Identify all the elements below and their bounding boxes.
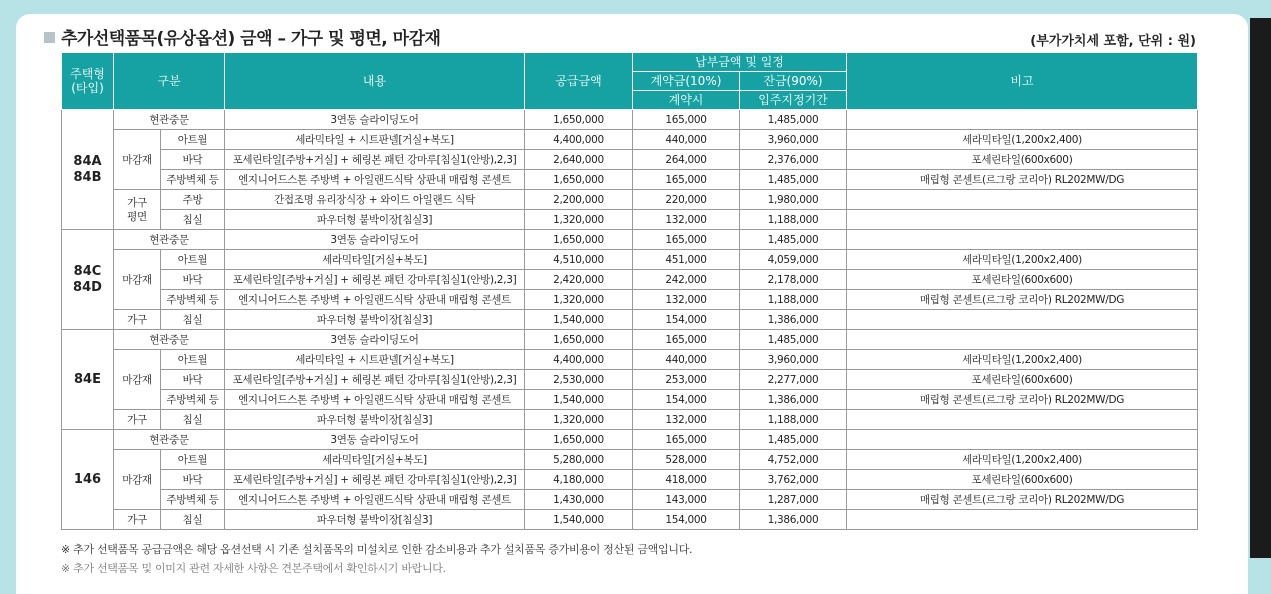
contract-cell: 165,000: [633, 330, 740, 350]
contract-cell: 132,000: [633, 210, 740, 230]
subcategory-cell: 주방벽체 등: [161, 490, 225, 510]
table-row: [62, 370, 1198, 390]
balance-cell: 2,178,000: [740, 270, 847, 290]
balance-cell: 1,485,000: [740, 170, 847, 190]
header-payment: 납부금액 및 일정: [633, 53, 847, 72]
content-cell: 3연동 슬라이딩도어: [225, 110, 525, 130]
contract-cell: 165,000: [633, 170, 740, 190]
table-row: [62, 150, 1198, 170]
balance-cell: 1,386,000: [740, 390, 847, 410]
content-cell: 엔지니어드스톤 주방벽 + 아일랜드식탁 상판내 매립형 콘센트: [225, 490, 525, 510]
type-cell: 84E: [62, 330, 114, 430]
content-cell: 포세린타일[주방+거실] + 헤링본 패턴 강마루[침실1(안방),2,3]: [225, 150, 525, 170]
header-supply: 공급금액: [525, 53, 633, 110]
supply-cell: 5,280,000: [525, 450, 633, 470]
subcategory-cell: 주방: [161, 190, 225, 210]
supply-cell: 2,420,000: [525, 270, 633, 290]
type-cell: 84C 84D: [62, 230, 114, 330]
subcategory-cell: 침실: [161, 410, 225, 430]
category-group-cell: 마감재: [114, 350, 161, 410]
supply-cell: 1,540,000: [525, 390, 633, 410]
content-cell: 포세린타일[주방+거실] + 헤링본 패턴 강마루[침실1(안방),2,3]: [225, 370, 525, 390]
supply-cell: 1,320,000: [525, 210, 633, 230]
table-row: [62, 470, 1198, 490]
content-cell: 3연동 슬라이딩도어: [225, 230, 525, 250]
remark-cell: 세라믹타일(1,200x2,400): [847, 350, 1198, 370]
table-row: [62, 190, 1198, 210]
supply-cell: 1,430,000: [525, 490, 633, 510]
supply-cell: 4,180,000: [525, 470, 633, 490]
table-row: [62, 310, 1198, 330]
balance-cell: 1,485,000: [740, 330, 847, 350]
subcategory-cell: 아트월: [161, 450, 225, 470]
type-cell: 146: [62, 430, 114, 530]
balance-cell: 3,960,000: [740, 130, 847, 150]
content-cell: 파우더형 붙박이장[침실3]: [225, 210, 525, 230]
supply-cell: 1,320,000: [525, 410, 633, 430]
contract-cell: 165,000: [633, 110, 740, 130]
remark-cell: 포세린타일(600x600): [847, 370, 1198, 390]
remark-cell: [847, 230, 1198, 250]
option-price-table: [61, 52, 1198, 530]
contract-cell: 154,000: [633, 510, 740, 530]
content-cell: 세라믹타일 + 시트판넬[거실+복도]: [225, 130, 525, 150]
content-cell: 파우더형 붙박이장[침실3]: [225, 310, 525, 330]
category-group-cell: [114, 190, 161, 230]
contract-cell: 220,000: [633, 190, 740, 210]
subcategory-cell: 바닥: [161, 270, 225, 290]
header-category: 구분: [114, 53, 225, 110]
category-group-line1: 가구: [127, 196, 147, 209]
footnotes: [61, 541, 1201, 573]
remark-cell: [847, 410, 1198, 430]
remark-cell: [847, 510, 1198, 530]
category-group-cell: 마감재: [114, 450, 161, 510]
remark-cell: 세라믹타일(1,200x2,400): [847, 130, 1198, 150]
balance-cell: 1,485,000: [740, 430, 847, 450]
balance-cell: 1,188,000: [740, 210, 847, 230]
table-row: [62, 230, 1198, 250]
table-row: [62, 450, 1198, 470]
balance-cell: 1,386,000: [740, 510, 847, 530]
footnote: ※ 추가 선택품목 및 이미지 관련 자세한 사항은 견본주택에서 확인하시기 바랍니다.: [61, 562, 446, 573]
category-group-cell: 가구: [114, 410, 161, 430]
remark-cell: [847, 110, 1198, 130]
supply-cell: 2,200,000: [525, 190, 633, 210]
balance-cell: 1,980,000: [740, 190, 847, 210]
contract-cell: 154,000: [633, 310, 740, 330]
subcategory-cell: 아트월: [161, 130, 225, 150]
supply-cell: 1,650,000: [525, 230, 633, 250]
category-group-cell: 가구: [114, 510, 161, 530]
table-row: [62, 210, 1198, 230]
category-group-cell: 마감재: [114, 250, 161, 310]
document-header: [44, 22, 1196, 50]
supply-cell: 1,650,000: [525, 430, 633, 450]
supply-cell: 1,650,000: [525, 110, 633, 130]
supply-cell: 2,530,000: [525, 370, 633, 390]
content-cell: 포세린타일[주방+거실] + 헤링본 패턴 강마루[침실1(안방),2,3]: [225, 270, 525, 290]
supply-cell: 1,320,000: [525, 290, 633, 310]
subcategory-cell: 아트월: [161, 250, 225, 270]
square-bullet-icon: [44, 32, 55, 43]
category-group-line2: 평면: [127, 210, 147, 223]
contract-cell: 440,000: [633, 350, 740, 370]
subcategory-cell: 침실: [161, 510, 225, 530]
balance-cell: 1,485,000: [740, 110, 847, 130]
contract-cell: 132,000: [633, 290, 740, 310]
supply-cell: 2,640,000: [525, 150, 633, 170]
contract-cell: 154,000: [633, 390, 740, 410]
content-cell: 포세린타일[주방+거실] + 헤링본 패턴 강마루[침실1(안방),2,3]: [225, 470, 525, 490]
page-title-text: 추가선택품목(유상옵션) 금액 – 가구 및 평면, 마감재: [61, 29, 441, 49]
supply-cell: 4,510,000: [525, 250, 633, 270]
supply-cell: 1,540,000: [525, 310, 633, 330]
remark-cell: 포세린타일(600x600): [847, 270, 1198, 290]
remark-cell: 포세린타일(600x600): [847, 470, 1198, 490]
table-row: [62, 130, 1198, 150]
remark-cell: 세라믹타일(1,200x2,400): [847, 450, 1198, 470]
table-row: [62, 270, 1198, 290]
remark-cell: 세라믹타일(1,200x2,400): [847, 250, 1198, 270]
content-cell: 파우더형 붙박이장[침실3]: [225, 510, 525, 530]
table-row: [62, 330, 1198, 350]
contract-cell: 165,000: [633, 430, 740, 450]
remark-cell: [847, 210, 1198, 230]
subcategory-cell: 바닥: [161, 470, 225, 490]
supply-cell: 1,650,000: [525, 170, 633, 190]
header-content: 내용: [225, 53, 525, 110]
header-balance: 잔금(90%): [740, 72, 847, 91]
table-row: [62, 510, 1198, 530]
header-remarks: 비고: [847, 53, 1198, 110]
supply-cell: 4,400,000: [525, 350, 633, 370]
contract-cell: 418,000: [633, 470, 740, 490]
content-cell: 3연동 슬라이딩도어: [225, 430, 525, 450]
content-cell: 세라믹타일[거실+복도]: [225, 250, 525, 270]
content-cell: 간접조명 유리장식장 + 와이드 아일랜드 식탁: [225, 190, 525, 210]
balance-cell: 1,287,000: [740, 490, 847, 510]
supply-cell: 4,400,000: [525, 130, 633, 150]
content-cell: 파우더형 붙박이장[침실3]: [225, 410, 525, 430]
category-group-cell: 가구: [114, 310, 161, 330]
subcategory-cell: 주방벽체 등: [161, 290, 225, 310]
remark-cell: 매립형 콘센트(르그랑 코리아) RL202MW/DG: [847, 390, 1198, 410]
remark-cell: [847, 190, 1198, 210]
table-row: [62, 390, 1198, 410]
table-row: [62, 110, 1198, 130]
category-cell: 현관중문: [114, 330, 225, 350]
subcategory-cell: 주방벽체 등: [161, 390, 225, 410]
content-cell: 3연동 슬라이딩도어: [225, 330, 525, 350]
content-cell: 엔지니어드스톤 주방벽 + 아일랜드식탁 상판내 매립형 콘센트: [225, 290, 525, 310]
remark-cell: [847, 430, 1198, 450]
table-row: [62, 250, 1198, 270]
contract-cell: 264,000: [633, 150, 740, 170]
balance-cell: 1,485,000: [740, 230, 847, 250]
subcategory-cell: 주방벽체 등: [161, 170, 225, 190]
balance-cell: 2,277,000: [740, 370, 847, 390]
remark-cell: 매립형 콘센트(르그랑 코리아) RL202MW/DG: [847, 170, 1198, 190]
balance-cell: 1,386,000: [740, 310, 847, 330]
content-cell: 엔지니어드스톤 주방벽 + 아일랜드식탁 상판내 매립형 콘센트: [225, 170, 525, 190]
category-cell: 현관중문: [114, 230, 225, 250]
balance-cell: 4,059,000: [740, 250, 847, 270]
subcategory-cell: 아트월: [161, 350, 225, 370]
content-cell: 세라믹타일[거실+복도]: [225, 450, 525, 470]
header-balance-when: 입주지정기간: [740, 91, 847, 110]
table-row: [62, 350, 1198, 370]
contract-cell: 242,000: [633, 270, 740, 290]
balance-cell: 3,960,000: [740, 350, 847, 370]
subcategory-cell: 침실: [161, 210, 225, 230]
remark-cell: [847, 330, 1198, 350]
window-edge: [1250, 18, 1271, 558]
category-cell: 현관중문: [114, 430, 225, 450]
subcategory-cell: 침실: [161, 310, 225, 330]
contract-cell: 451,000: [633, 250, 740, 270]
balance-cell: 1,188,000: [740, 290, 847, 310]
page-title: [44, 24, 440, 49]
remark-cell: 매립형 콘센트(르그랑 코리아) RL202MW/DG: [847, 490, 1198, 510]
supply-cell: 1,540,000: [525, 510, 633, 530]
table-row: [62, 430, 1198, 450]
header-type: 주택형 (타입): [62, 53, 114, 110]
content-cell: 엔지니어드스톤 주방벽 + 아일랜드식탁 상판내 매립형 콘센트: [225, 390, 525, 410]
balance-cell: 3,762,000: [740, 470, 847, 490]
remark-cell: 매립형 콘센트(르그랑 코리아) RL202MW/DG: [847, 290, 1198, 310]
contract-cell: 165,000: [633, 230, 740, 250]
header-contract: 계약금(10%): [633, 72, 740, 91]
category-cell: 현관중문: [114, 110, 225, 130]
category-group-cell: 마감재: [114, 130, 161, 190]
table-row: [62, 490, 1198, 510]
table-row: [62, 170, 1198, 190]
type-cell: 84A 84B: [62, 110, 114, 230]
content-cell: 세라믹타일 + 시트판넬[거실+복도]: [225, 350, 525, 370]
contract-cell: 528,000: [633, 450, 740, 470]
footnote: ※ 추가 선택품목 공급금액은 해당 옵션선택 시 기존 설치품목의 미설치로 인한 감소비용과 추가 설치품목 증가비용이 정산된 금액입니다.: [61, 543, 693, 556]
contract-cell: 440,000: [633, 130, 740, 150]
balance-cell: 4,752,000: [740, 450, 847, 470]
subcategory-cell: 바닥: [161, 150, 225, 170]
subcategory-cell: 바닥: [161, 370, 225, 390]
table-row: [62, 290, 1198, 310]
contract-cell: 253,000: [633, 370, 740, 390]
remark-cell: 포세린타일(600x600): [847, 150, 1198, 170]
header-contract-when: 계약시: [633, 91, 740, 110]
table-row: [62, 410, 1198, 430]
balance-cell: 1,188,000: [740, 410, 847, 430]
balance-cell: 2,376,000: [740, 150, 847, 170]
unit-note: (부가가치세 포함, 단위 : 원): [1030, 34, 1196, 49]
remark-cell: [847, 310, 1198, 330]
contract-cell: 143,000: [633, 490, 740, 510]
supply-cell: 1,650,000: [525, 330, 633, 350]
contract-cell: 132,000: [633, 410, 740, 430]
